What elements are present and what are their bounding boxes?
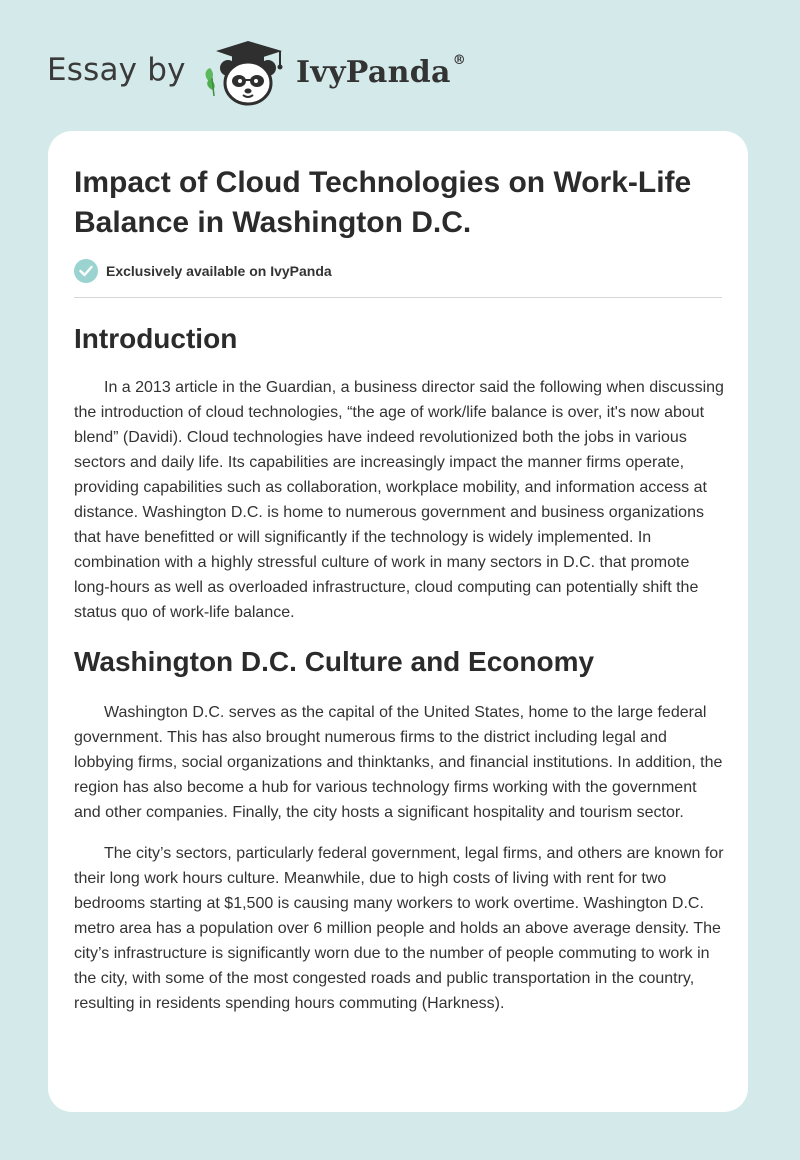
paragraph: The city’s sectors, particularly federal government, legal firms, and others are known for their long work hours culture. Meanwhile, due to high costs of living with rent for two bedrooms starting at $1,500 is causing many workers to work overtime. Washington D.C. metro area has a population over 6 million people and holds an above average density. The city’s infrastructure is significantly worn due to the number of people commuting to work in the city, with some of the most congested roads and public transportation in the country, resulting in residents spending hours commuting (Harkness). (74, 845, 724, 1012)
essay-by-label: Essay by (47, 52, 186, 88)
title-divider (74, 297, 722, 298)
essay-card (48, 131, 748, 1112)
paragraph: In a 2013 article in the Guardian, a business director said the following when discussing the introduction of cloud technologies, “the age of work/life balance is over, it's now about blend” (Davidi). Cloud technologies have indeed revolutionized both the jobs in various sectors and daily life. Its capabilities are increasingly impact the manner firms operate, providing capabilities such as collaboration, workplace mobility, and information access at distance. Washington D.C. is home to numerous government and business organizations that have benefitted or will significantly if the technology is widely implemented. In combination with a highly stressful culture of work in many sectors in D.C. that promote long-hours as well as overloaded infrastructure, cloud computing can potentially shift the status quo of work-life balance. (74, 379, 724, 621)
exclusive-badge-text: Exclusively available on IvyPanda (106, 263, 332, 279)
section-heading-culture-economy: Washington D.C. Culture and Economy (74, 646, 595, 677)
essay-content (74, 163, 724, 1016)
site-header (0, 0, 800, 125)
brand-name[interactable]: IvyPanda ® (296, 53, 467, 90)
panda-logo-icon[interactable] (200, 38, 288, 110)
essay-title: Impact of Cloud Technologies on Work-Life Balance in Washington D.C. (74, 166, 692, 239)
check-circle-icon (74, 259, 98, 283)
exclusive-badge (74, 258, 724, 284)
paragraph: Washington D.C. serves as the capital of the United States, home to the large federal government. This has also brought numerous firms to the district including legal and lobbying firms, social organizations and thinktanks, and financial institutions. In addition, the region has also become a hub for various technology firms working with the government and other companies. Finally, the city hosts a significant hospitality and tourism sector. (74, 704, 723, 821)
registered-mark: ® (452, 53, 467, 68)
section-heading-introduction: Introduction (74, 323, 238, 354)
